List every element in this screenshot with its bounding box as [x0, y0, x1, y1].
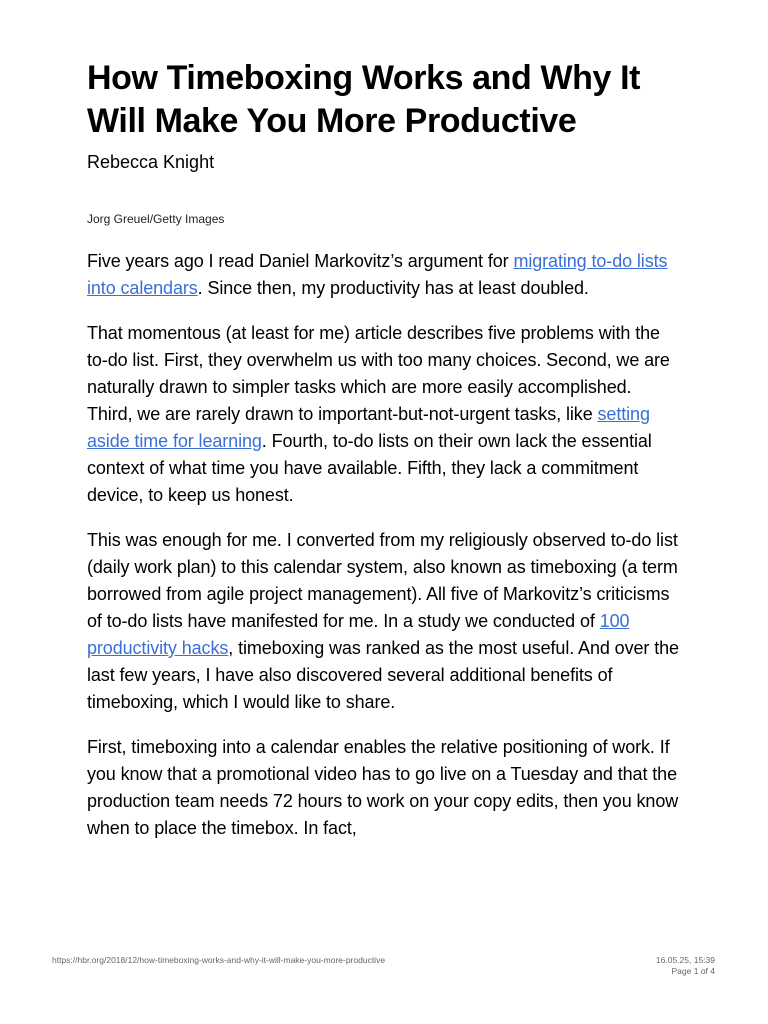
paragraph-text: Five years ago I read Daniel Markovitz’s argument for [87, 251, 514, 271]
paragraph-text: . Fourth, to-do lists on their own lack the essential context of what time you have available. Fifth, they lack a commitment device, to keep us honest. [87, 431, 652, 505]
article-author: Rebecca Knight [87, 152, 215, 172]
footer-url: https://hbr.org/2018/12/how-timeboxing-works-and-why-it-will-make-you-more-productive [52, 955, 386, 965]
image-credit: Jorg Greuel/Getty Images [87, 212, 225, 226]
article-body [87, 248, 679, 860]
paragraph-text: This was enough for me. I converted from my religiously observed to-do list (daily work plan) to this calendar system, also known as timeboxing (a term borrowed from agile project management). All five of Markovitz’s criticisms of to-do lists have manifested for me. In a study we conducted of [87, 530, 678, 631]
paragraph-3 [87, 527, 679, 716]
paragraph-text: That momentous (at least for me) article describes five problems with the to-do list. First, they overwhelm us with too many choices. Second, we are naturally drawn to simpler tasks which are more easily accomplished. Third, we are rarely drawn to important-but-not-urgent tasks, like [87, 323, 670, 424]
footer-page-number: Page 1 of 4 [671, 966, 715, 976]
footer-datetime: 16.05.25, 15:39 [655, 955, 715, 965]
link-migrating-to-do-lists[interactable]: migrating to-do lists into calendars [87, 251, 668, 298]
link-productivity-hacks[interactable]: 100 productivity hacks [87, 611, 630, 658]
paragraph-text: , timeboxing was ranked as the most useful. And over the last few years, I have also discovered several additional benefits of timeboxing, which I would like to share. [87, 638, 679, 712]
paragraph-4: First, timeboxing into a calendar enables the relative positioning of work. If you know that a promotional video has to go live on a Tuesday and that the production team needs 72 hours to work on your copy edits, then you know when to place the timebox. In fact, [87, 737, 679, 838]
article-title: How Timeboxing Works and Why It Will Make You More Productive [87, 59, 641, 140]
footer-meta [656, 955, 715, 977]
paragraph-text: . Since then, my productivity has at least doubled. [197, 278, 589, 298]
paragraph-1 [87, 248, 679, 302]
link-setting-aside-time[interactable]: setting aside time for learning [87, 404, 650, 451]
paragraph-2 [87, 320, 679, 509]
